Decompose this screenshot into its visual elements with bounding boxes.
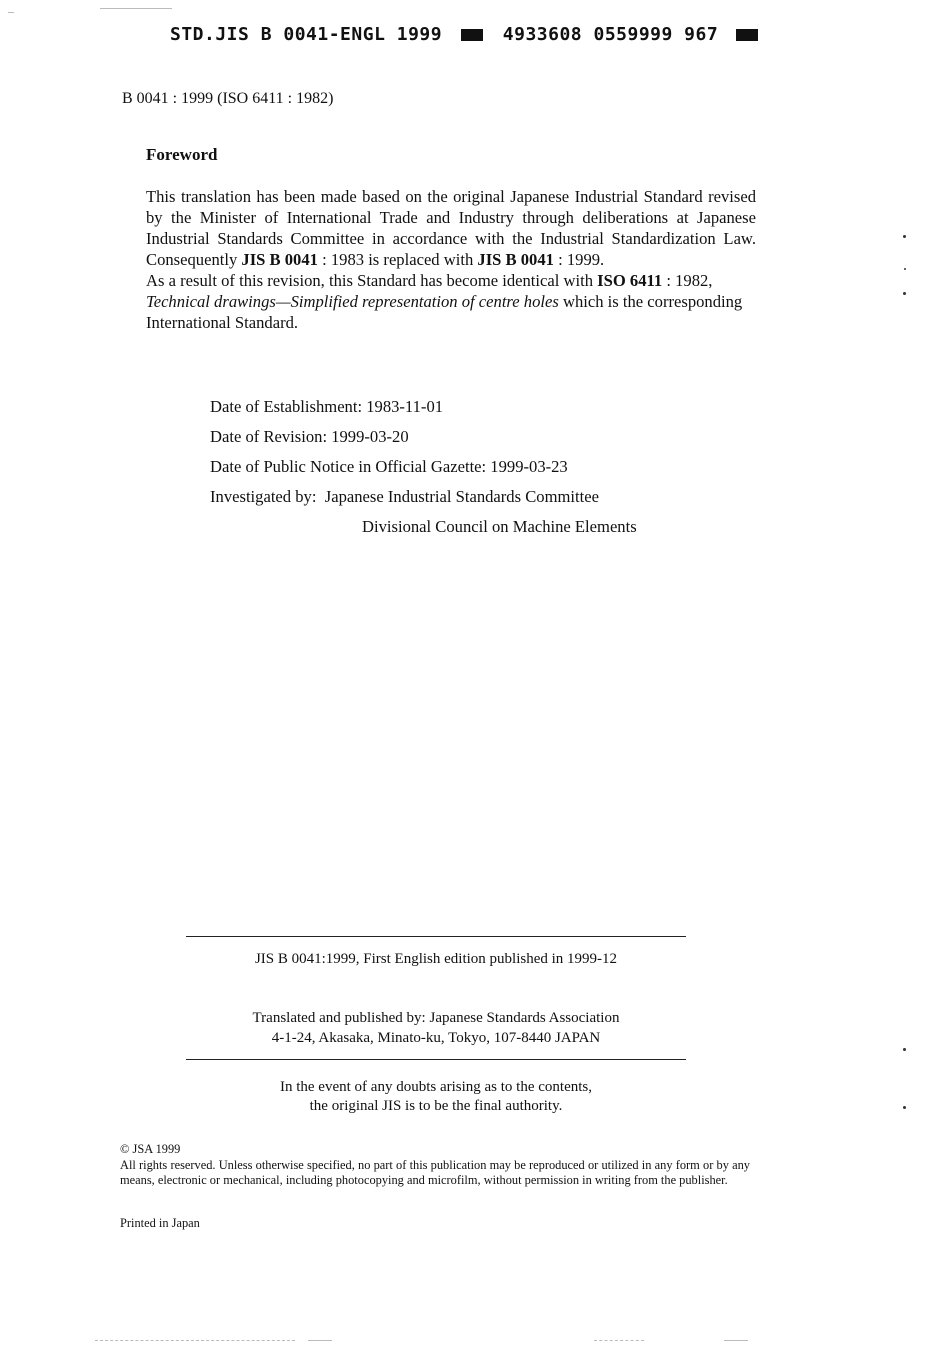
date-revision: Date of Revision: 1999-03-20 bbox=[210, 427, 409, 446]
divider-bottom bbox=[186, 1059, 686, 1060]
text-run: As a result of this revision, this Standard has become identical with bbox=[146, 271, 598, 290]
text-run: This translation has been made based on the original Japanese Industrial Standard revised by the Minister of International Trade and Industry through deliberations at Japanese Industrial Standards Committee in accordance with the Industrial Standardization Law. Consequently bbox=[146, 187, 756, 269]
scan-line-bottom-4 bbox=[724, 1340, 748, 1341]
black-block bbox=[736, 29, 758, 41]
copyright-line: © JSA 1999 bbox=[120, 1142, 181, 1156]
standard-code: STD.JIS B 0041-ENGL 1999 bbox=[170, 24, 443, 45]
scan-mark bbox=[8, 12, 14, 13]
text-run: : 1999. bbox=[553, 250, 605, 269]
investigated-committee: Japanese Industrial Standards Committee bbox=[324, 487, 599, 506]
text-run-italic: Technical drawings—Simplified representation of centre holes bbox=[146, 292, 559, 311]
publisher-line-1: Translated and published by: Japanese Standards Association bbox=[252, 1010, 620, 1026]
foreword-paragraph-2 bbox=[146, 270, 756, 333]
text-run: : 1983 is replaced with bbox=[317, 250, 478, 269]
text-run-bold: ISO 6411 bbox=[597, 271, 663, 290]
copyright-block bbox=[120, 1142, 750, 1189]
foreword-body bbox=[146, 186, 756, 333]
text-run: which is the corresponding International Standard. bbox=[146, 292, 743, 332]
document-number: 4933608 0559999 967 bbox=[502, 24, 719, 45]
scan-speck bbox=[903, 235, 906, 238]
authority-line-2: the original JIS is to be the final authority. bbox=[309, 1098, 563, 1114]
foreword-title: Foreword bbox=[146, 145, 218, 164]
text-run: : 1982, bbox=[662, 271, 713, 290]
printed-in: Printed in Japan bbox=[120, 1216, 200, 1230]
document-id: B 0041 : 1999 (ISO 6411 : 1982) bbox=[122, 90, 334, 107]
divider-top bbox=[186, 936, 686, 937]
scan-speck bbox=[903, 292, 906, 295]
edition-line: JIS B 0041:1999, First English edition published in 1999-12 bbox=[254, 951, 618, 967]
text-run-bold: JIS B 0041 bbox=[477, 250, 554, 269]
foreword-paragraph-1 bbox=[146, 186, 756, 270]
scan-line-top bbox=[100, 8, 172, 9]
scan-line-bottom bbox=[95, 1340, 295, 1341]
date-public-notice: Date of Public Notice in Official Gazette: 1999-03-23 bbox=[210, 457, 568, 476]
scan-speck bbox=[903, 1106, 906, 1109]
scan-speck bbox=[903, 1048, 906, 1051]
date-establishment: Date of Establishment: 1983-11-01 bbox=[210, 397, 444, 416]
black-block bbox=[461, 29, 483, 41]
scan-line-bottom-3 bbox=[594, 1340, 644, 1341]
rights-reserved: All rights reserved. Unless otherwise specified, no part of this publication may be reproduced or utilized in any form or by any means, electronic or mechanical, including photocopying and microfilm, without permission in writing from the publisher. bbox=[120, 1157, 750, 1187]
investigated-council: Divisional Council on Machine Elements bbox=[362, 517, 637, 536]
publisher-line-2: 4-1-24, Akasaka, Minato-ku, Tokyo, 107-8440 JAPAN bbox=[271, 1030, 601, 1046]
scan-line-bottom-2 bbox=[308, 1340, 332, 1341]
scan-header-code bbox=[170, 24, 766, 45]
authority-line-1: In the event of any doubts arising as to the contents, bbox=[279, 1079, 592, 1095]
investigated-by bbox=[210, 482, 637, 512]
text-run-bold: JIS B 0041 bbox=[241, 250, 318, 269]
dates-block bbox=[210, 392, 637, 542]
investigated-label: Investigated by: bbox=[210, 487, 317, 506]
scan-speck bbox=[904, 268, 906, 270]
